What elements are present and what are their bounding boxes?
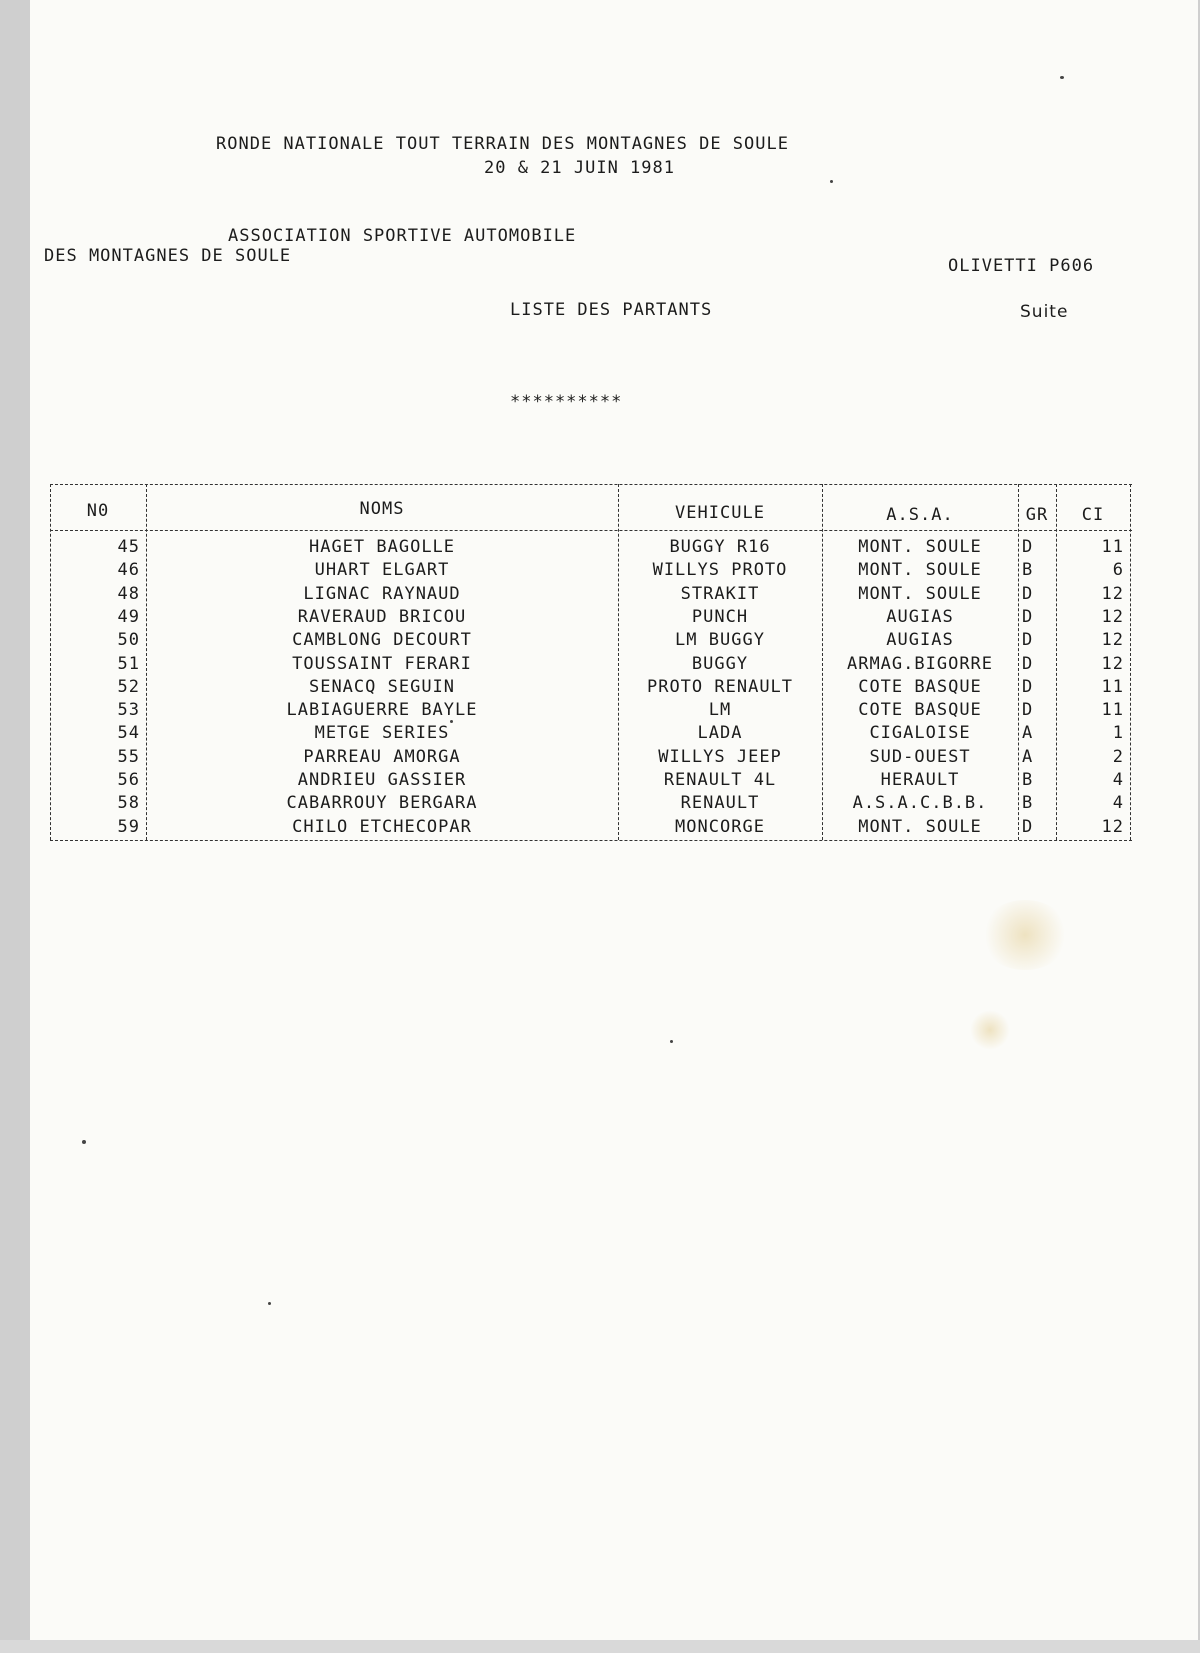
- paper-speck: [670, 1040, 673, 1043]
- cell-vehicule: STRAKIT: [680, 583, 760, 604]
- table-row: [50, 699, 1132, 722]
- table-row: [50, 629, 1132, 652]
- header-vehicule: VEHICULE: [675, 503, 765, 523]
- cell-asa: COTE BASQUE: [858, 700, 982, 721]
- header-gr: GR: [1025, 505, 1049, 525]
- cell-gr: D: [1022, 653, 1034, 674]
- cell-no: 54: [117, 723, 140, 744]
- cell-noms: RAVERAUD BRICOU: [297, 606, 467, 627]
- paper-speck: [268, 1302, 271, 1305]
- table-row: [50, 583, 1132, 606]
- cell-noms: UHART ELGART: [314, 560, 450, 581]
- table-header-rule: [50, 530, 1132, 531]
- table-row: [50, 722, 1132, 745]
- cell-gr: D: [1022, 630, 1034, 651]
- cell-no: 45: [117, 537, 140, 557]
- cell-vehicule: PUNCH: [691, 606, 749, 627]
- association-line-1: ASSOCIATION SPORTIVE AUTOMOBILE: [228, 226, 577, 246]
- cell-no: 49: [117, 606, 140, 627]
- cell-noms: METGE SERIES: [314, 723, 450, 744]
- cell-gr: D: [1022, 537, 1034, 557]
- cell-vehicule: LM BUGGY: [675, 630, 765, 651]
- cell-noms: TOUSSAINT FERARI: [292, 653, 472, 674]
- table-row: [50, 769, 1132, 792]
- cell-asa: MONT. SOULE: [858, 816, 982, 837]
- header-no: N0: [86, 501, 110, 521]
- cell-no: 46: [117, 560, 140, 581]
- cell-asa: A.S.A.C.B.B.: [852, 793, 988, 814]
- cell-asa: COTE BASQUE: [858, 676, 982, 697]
- cell-ci: 6: [1112, 560, 1124, 581]
- cell-ci: 12: [1101, 653, 1124, 674]
- association-line-2: DES MONTAGNES DE SOULE: [44, 246, 292, 266]
- cell-noms: LIGNAC RAYNAUD: [303, 583, 461, 604]
- star-separator: **********: [510, 392, 623, 412]
- table-row: [50, 559, 1132, 582]
- cell-vehicule: WILLYS JEEP: [658, 746, 782, 767]
- table-row: [50, 676, 1132, 699]
- cell-vehicule: BUGGY R16: [669, 537, 771, 557]
- cell-gr: D: [1022, 700, 1034, 721]
- entrants-table: [50, 484, 1132, 876]
- cell-gr: A: [1022, 723, 1034, 744]
- cell-no: 48: [117, 583, 140, 604]
- cell-noms: CABARROUY BERGARA: [286, 793, 478, 814]
- table-top-rule: [50, 484, 1132, 485]
- cell-vehicule: LM: [708, 700, 732, 721]
- document-page: [30, 0, 1198, 1653]
- cell-vehicule: RENAULT: [680, 793, 760, 814]
- table-row: [50, 746, 1132, 769]
- cell-no: 59: [117, 816, 140, 837]
- cell-ci: 12: [1101, 583, 1124, 604]
- cell-vehicule: LADA: [697, 723, 743, 744]
- cell-asa: MONT. SOULE: [858, 583, 982, 604]
- cell-noms: ANDRIEU GASSIER: [297, 770, 467, 790]
- paper-speck: [450, 720, 453, 723]
- cell-ci: 11: [1101, 537, 1124, 557]
- cell-vehicule: MONCORGE: [675, 816, 765, 837]
- cell-no: 53: [117, 700, 140, 721]
- table-row: [50, 536, 1132, 559]
- cell-asa: HERAULT: [880, 770, 960, 790]
- paper-speck: [1060, 76, 1064, 79]
- table-bottom-rule: [50, 840, 1132, 841]
- cell-gr: B: [1022, 560, 1034, 581]
- cell-vehicule: RENAULT 4L: [663, 770, 777, 790]
- cell-noms: SENACQ SEGUIN: [308, 676, 456, 697]
- cell-gr: A: [1022, 746, 1034, 767]
- cell-ci: 1: [1112, 723, 1124, 744]
- cell-asa: AUGIAS: [886, 630, 954, 651]
- cell-noms: LABIAGUERRE BAYLE: [286, 700, 478, 721]
- cell-asa: AUGIAS: [886, 606, 954, 627]
- cell-gr: D: [1022, 583, 1034, 604]
- cell-gr: B: [1022, 793, 1034, 814]
- cell-noms: CHILO ETCHECOPAR: [292, 816, 472, 837]
- cell-asa: MONT. SOULE: [858, 560, 982, 581]
- cell-asa: CIGALOISE: [869, 723, 971, 744]
- cell-noms: PARREAU AMORGA: [303, 746, 461, 767]
- paper-speck: [82, 1140, 86, 1144]
- cell-vehicule: BUGGY: [691, 653, 749, 674]
- event-date: 20 & 21 JUIN 1981: [484, 158, 675, 178]
- cell-no: 56: [117, 770, 140, 790]
- list-title: LISTE DES PARTANTS: [510, 300, 713, 320]
- cell-no: 51: [117, 653, 140, 674]
- cell-ci: 12: [1101, 630, 1124, 651]
- cell-gr: D: [1022, 606, 1034, 627]
- cell-ci: 12: [1101, 606, 1124, 627]
- header-asa: A.S.A.: [886, 505, 954, 525]
- cell-asa: MONT. SOULE: [858, 537, 982, 557]
- cell-ci: 11: [1101, 700, 1124, 721]
- paper-speck: [830, 180, 833, 183]
- cell-ci: 12: [1101, 816, 1124, 837]
- table-row: [50, 606, 1132, 629]
- cell-ci: 11: [1101, 676, 1124, 697]
- cell-gr: B: [1022, 770, 1034, 790]
- cell-noms: CAMBLONG DECOURT: [292, 630, 472, 651]
- table-row: [50, 653, 1132, 676]
- cell-no: 55: [117, 746, 140, 767]
- cell-ci: 4: [1112, 770, 1124, 790]
- cell-asa: SUD-OUEST: [869, 746, 971, 767]
- header-ci: CI: [1081, 505, 1105, 525]
- event-title: RONDE NATIONALE TOUT TERRAIN DES MONTAGNES DE SOULE: [216, 134, 789, 154]
- table-row: [50, 816, 1132, 839]
- cell-no: 58: [117, 793, 140, 814]
- header-noms: NOMS: [359, 499, 405, 519]
- cell-vehicule: PROTO RENAULT: [646, 676, 794, 697]
- paper-stain: [970, 1010, 1010, 1050]
- paper-stain: [980, 900, 1070, 970]
- cell-ci: 2: [1112, 746, 1124, 767]
- cell-gr: D: [1022, 816, 1034, 837]
- suite-label: Suite: [1020, 302, 1069, 322]
- cell-asa: ARMAG.BIGORRE: [846, 653, 994, 674]
- cell-no: 52: [117, 676, 140, 697]
- cell-vehicule: WILLYS PROTO: [652, 560, 788, 581]
- cell-ci: 4: [1112, 793, 1124, 814]
- table-row: [50, 792, 1132, 815]
- printer-label: OLIVETTI P606: [948, 256, 1095, 276]
- page-bottom-edge: [0, 1640, 1200, 1653]
- cell-no: 50: [117, 630, 140, 651]
- cell-noms: HAGET BAGOLLE: [308, 537, 456, 557]
- cell-gr: D: [1022, 676, 1034, 697]
